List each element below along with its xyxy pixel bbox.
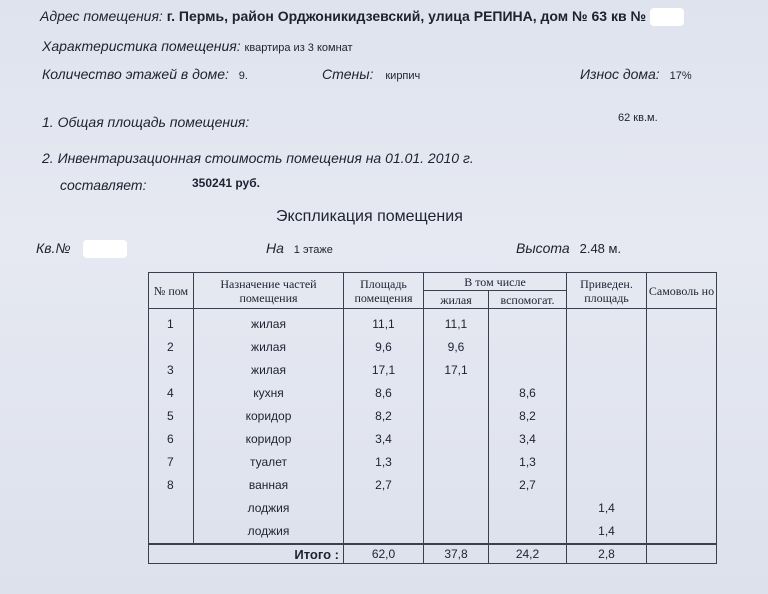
cell-unauth — [647, 336, 717, 359]
cell-area — [344, 497, 424, 520]
walls-label: Стены: — [322, 66, 374, 82]
cell-living — [424, 451, 489, 474]
table-row — [149, 405, 717, 428]
cell-unauth — [647, 405, 717, 428]
cell-unauth — [647, 451, 717, 474]
redacted-apartment-number — [650, 8, 684, 26]
cell-num: 4 — [149, 382, 194, 405]
apartment-number-line — [36, 240, 127, 258]
characteristic-line — [42, 38, 353, 54]
walls-value: кирпич — [385, 70, 421, 82]
cell-num: 7 — [149, 451, 194, 474]
cell-living: 17,1 — [424, 359, 489, 382]
walls-line — [322, 66, 420, 82]
total-label: Итого : — [149, 544, 344, 564]
table-row — [149, 359, 717, 382]
cell-area: 2,7 — [344, 474, 424, 497]
cell-living — [424, 382, 489, 405]
cell-num — [149, 520, 194, 544]
total-area: 62,0 — [344, 544, 424, 564]
header-area: Площадь помещения — [344, 273, 424, 309]
cell-purpose: жилая — [194, 336, 344, 359]
total-unauth — [647, 544, 717, 564]
cell-area: 3,4 — [344, 428, 424, 451]
cell-unauth — [647, 428, 717, 451]
floors-label: Количество этажей в доме: — [42, 66, 229, 82]
cell-area: 17,1 — [344, 359, 424, 382]
area-value: 62 кв.м. — [618, 112, 658, 124]
cell-purpose: жилая — [194, 309, 344, 337]
cell-reduced — [567, 405, 647, 428]
cell-reduced: 1,4 — [567, 520, 647, 544]
cell-unauth — [647, 359, 717, 382]
wear-value: 17% — [669, 70, 692, 82]
floor-line — [266, 240, 333, 256]
total-reduced: 2,8 — [567, 544, 647, 564]
cell-reduced — [567, 474, 647, 497]
floors-value: 9. — [238, 70, 248, 82]
cell-purpose: ванная — [194, 474, 344, 497]
cell-unauth — [647, 382, 717, 405]
cell-reduced — [567, 382, 647, 405]
table-row — [149, 382, 717, 405]
cell-reduced — [567, 309, 647, 337]
address-line — [40, 8, 684, 26]
cell-purpose: лоджия — [194, 497, 344, 520]
cell-unauth — [647, 474, 717, 497]
cell-area: 1,3 — [344, 451, 424, 474]
cell-reduced — [567, 359, 647, 382]
cell-num: 3 — [149, 359, 194, 382]
cell-purpose: лоджия — [194, 520, 344, 544]
explication-title: Экспликация помещения — [276, 208, 463, 225]
cell-aux — [489, 520, 567, 544]
height-value: 2.48 м. — [579, 241, 622, 256]
table-row — [149, 474, 717, 497]
cell-aux — [489, 497, 567, 520]
characteristic-label: Характеристика помещения: — [42, 38, 241, 54]
header-auxiliary: вспомогат. — [489, 291, 567, 309]
wear-line — [580, 66, 692, 82]
cell-area: 8,6 — [344, 382, 424, 405]
cell-purpose: коридор — [194, 428, 344, 451]
cell-area: 9,6 — [344, 336, 424, 359]
cell-num: 5 — [149, 405, 194, 428]
cell-area: 8,2 — [344, 405, 424, 428]
redacted-apartment-number-2 — [83, 240, 127, 258]
cost-value: 350241 руб. — [192, 176, 260, 190]
table-row — [149, 336, 717, 359]
header-living: жилая — [424, 291, 489, 309]
total-living: 37,8 — [424, 544, 489, 564]
cell-area — [344, 520, 424, 544]
cell-purpose: туалет — [194, 451, 344, 474]
cell-aux — [489, 309, 567, 337]
cell-purpose: кухня — [194, 382, 344, 405]
cell-unauth — [647, 497, 717, 520]
cell-living: 11,1 — [424, 309, 489, 337]
cell-num — [149, 497, 194, 520]
cost-label: 2. Инвентаризационная стоимость помещения на 01.01. 2010 г. — [42, 150, 474, 166]
cell-purpose: жилая — [194, 359, 344, 382]
cell-aux: 8,6 — [489, 382, 567, 405]
cell-living — [424, 405, 489, 428]
wear-label: Износ дома: — [580, 66, 660, 82]
header-including: В том числе — [424, 273, 567, 291]
cost-label-2: составляет: — [60, 177, 147, 193]
total-aux: 24,2 — [489, 544, 567, 564]
header-purpose: Назначение частей помещения — [194, 273, 344, 309]
floors-line — [42, 66, 248, 82]
cell-living — [424, 474, 489, 497]
apartment-number-label: Кв.№ — [36, 240, 71, 256]
explication-table — [148, 272, 717, 564]
total-row — [149, 544, 717, 564]
cell-reduced — [567, 451, 647, 474]
table-row — [149, 451, 717, 474]
table-row — [149, 309, 717, 337]
cell-num: 6 — [149, 428, 194, 451]
cell-num: 1 — [149, 309, 194, 337]
cell-aux: 3,4 — [489, 428, 567, 451]
cell-area: 11,1 — [344, 309, 424, 337]
cell-aux: 2,7 — [489, 474, 567, 497]
cell-num: 8 — [149, 474, 194, 497]
cell-unauth — [647, 520, 717, 544]
table-row — [149, 520, 717, 544]
cell-aux: 8,2 — [489, 405, 567, 428]
cell-num: 2 — [149, 336, 194, 359]
cell-living — [424, 428, 489, 451]
table-row — [149, 428, 717, 451]
cell-aux: 1,3 — [489, 451, 567, 474]
header-unauthorized: Самоволь но — [647, 273, 717, 309]
cell-aux — [489, 359, 567, 382]
address-label: Адрес помещения: — [40, 8, 163, 24]
area-label: 1. Общая площадь помещения: — [42, 114, 250, 130]
cell-purpose: коридор — [194, 405, 344, 428]
cell-living: 9,6 — [424, 336, 489, 359]
cell-reduced — [567, 336, 647, 359]
cell-living — [424, 520, 489, 544]
cell-reduced: 1,4 — [567, 497, 647, 520]
address-value: г. Пермь, район Орджоникидзевский, улица РЕПИНА, дом № 63 кв № — [166, 8, 647, 24]
header-reduced: Приведен. площадь — [567, 273, 647, 309]
floor-value: 1 этаже — [293, 244, 333, 256]
height-label: Высота — [516, 240, 570, 256]
cell-unauth — [647, 309, 717, 337]
header-num: № пом — [149, 273, 194, 309]
cell-living — [424, 497, 489, 520]
cell-aux — [489, 336, 567, 359]
cell-reduced — [567, 428, 647, 451]
height-line — [516, 240, 621, 256]
floor-label: На — [266, 240, 284, 256]
table-row — [149, 497, 717, 520]
characteristic-value: квартира из 3 комнат — [244, 42, 353, 54]
